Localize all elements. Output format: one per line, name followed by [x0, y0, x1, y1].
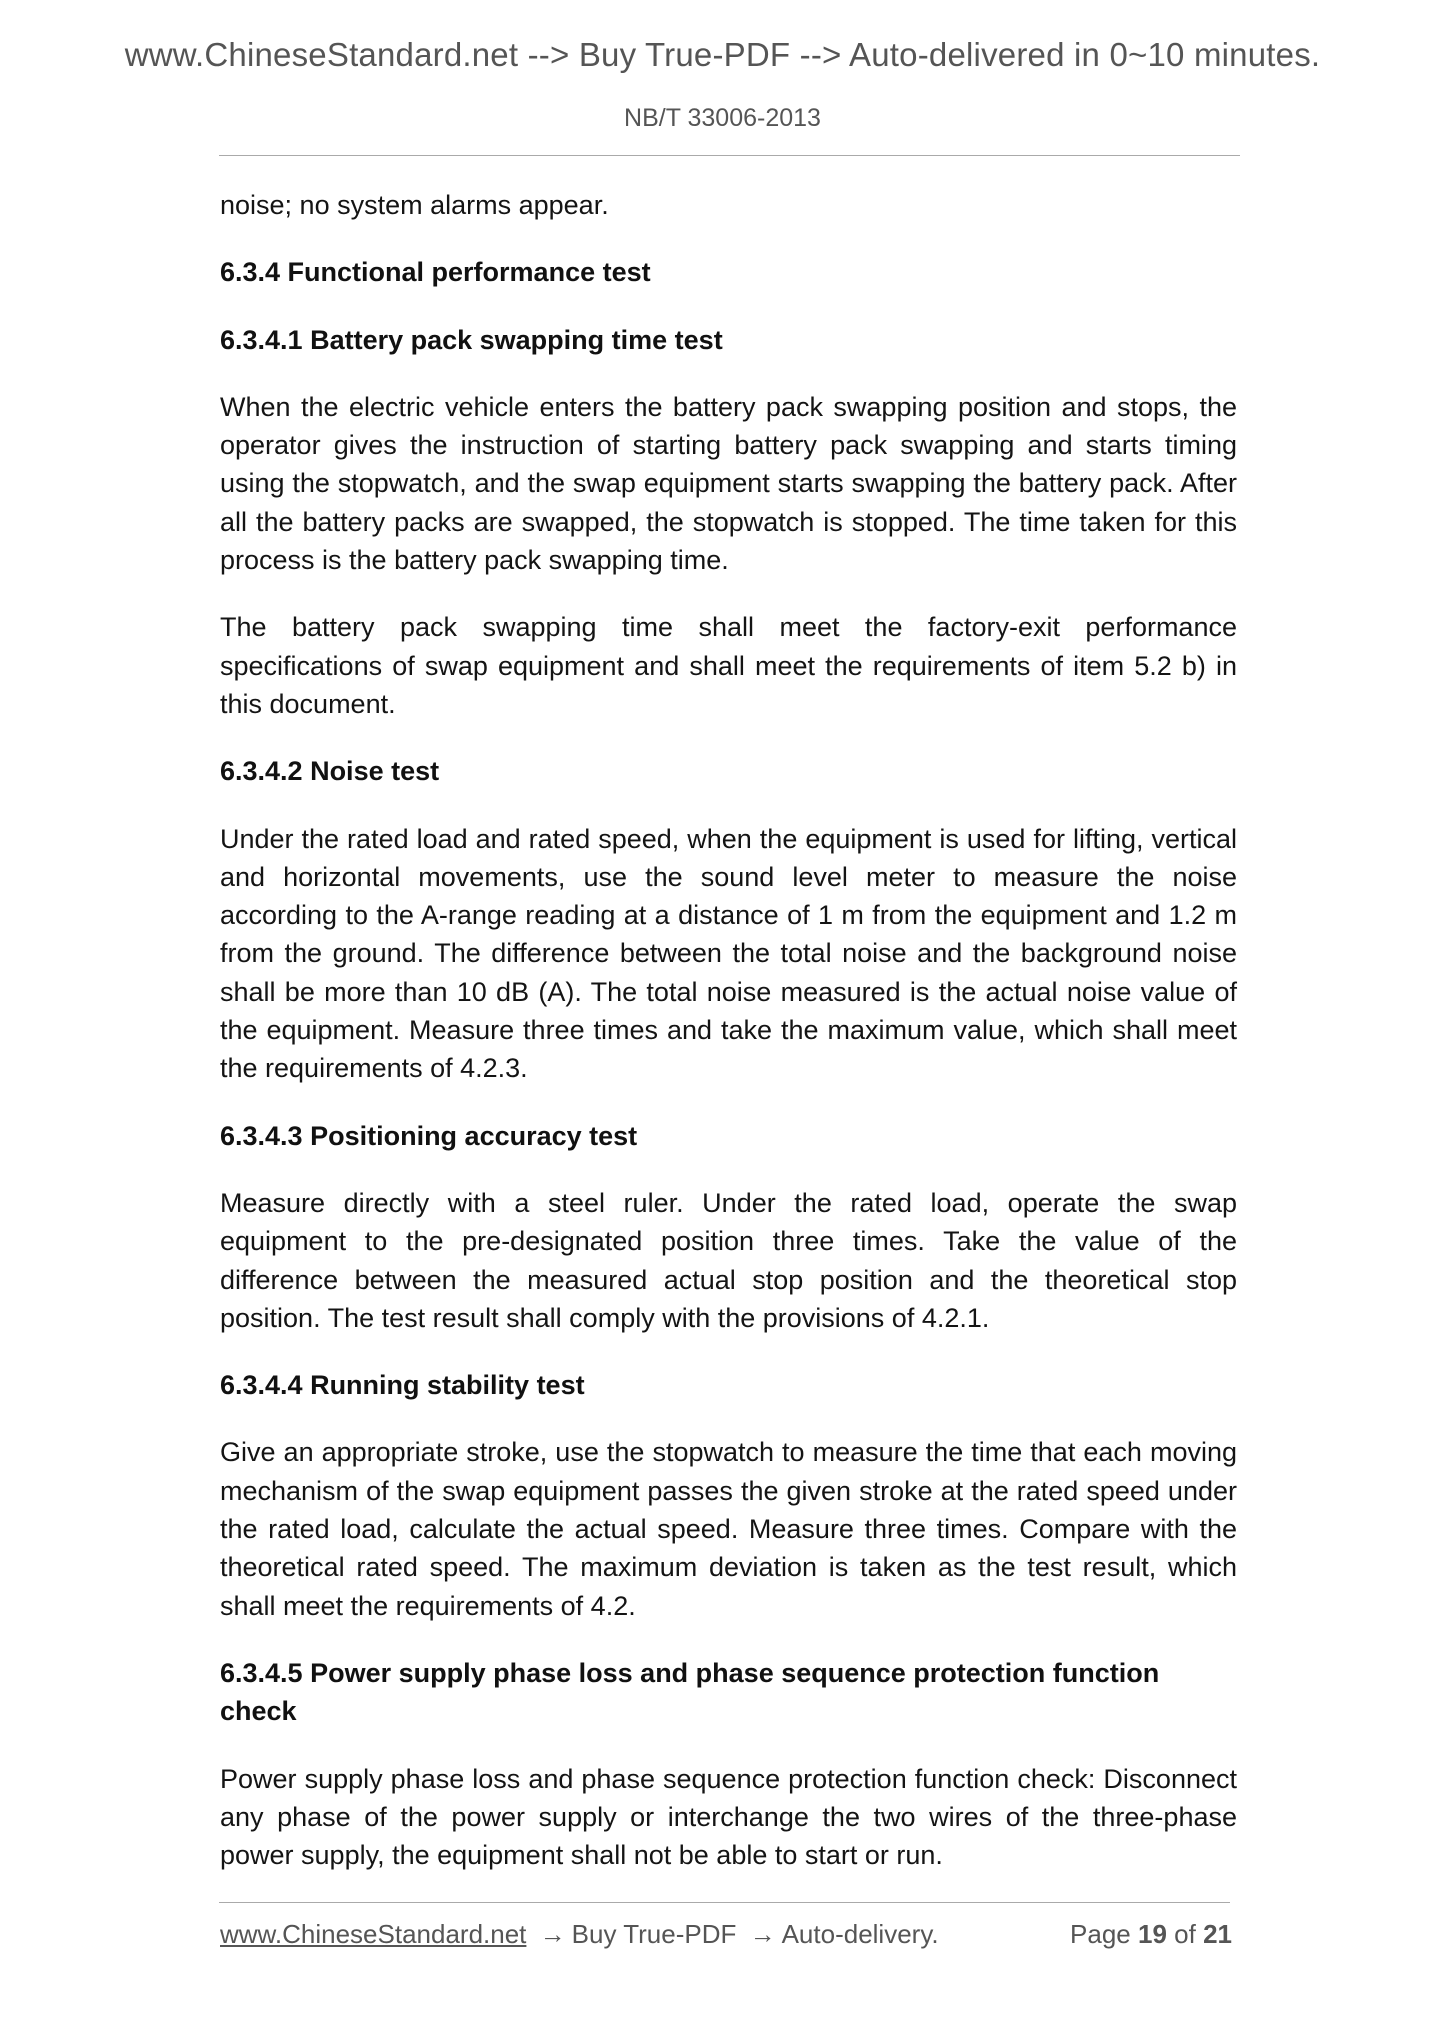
footer-site-link[interactable]: www.ChineseStandard.net [220, 1919, 527, 1949]
top-banner: www.ChineseStandard.net --> Buy True-PDF --> Auto-delivered in 0~10 minutes. [124, 36, 1321, 73]
heading-6-3-4-4: 6.3.4.4 Running stability test [220, 1370, 585, 1401]
heading-6-3-4: 6.3.4 Functional performance test [220, 257, 651, 288]
paragraph-6-3-4-4: Give an appropriate stroke, use the stopwatch to measure the time that each moving mechanism of the swap equipment passes the given stroke at the rated speed under the rated load, calculate the actual speed. Measure three times. Compare with the theoretical rated speed. The maximum deviation is taken as the test result, which shall meet the requirements of 4.2. [220, 1437, 1237, 1621]
heading-6-3-4-5: 6.3.4.5 Power supply phase loss and phase sequence protection function check [220, 1657, 1160, 1727]
document-code: NB/T 33006-2013 [624, 104, 821, 132]
footer-delivery-text: Auto-delivery. [781, 1919, 939, 1949]
paragraph-6-3-4-1-b: The battery pack swapping time shall meet the factory-exit performance specifications of swap equipment and shall meet the requirements of item 5.2 b) in this document. [220, 612, 1237, 719]
of-label: of [1174, 1919, 1196, 1949]
current-page: 19 [1138, 1919, 1167, 1949]
arrow-right-icon: → [749, 1919, 776, 1949]
heading-6-3-4-2: 6.3.4.2 Noise test [220, 756, 440, 787]
page-number [1070, 1919, 1232, 1950]
arrow-right-icon: → [539, 1919, 566, 1949]
heading-6-3-4-3: 6.3.4.3 Positioning accuracy test [220, 1120, 638, 1151]
footer-links [220, 1919, 939, 1950]
footer-divider [219, 1902, 1230, 1903]
total-pages: 21 [1203, 1919, 1232, 1949]
paragraph-6-3-4-1-a: When the electric vehicle enters the battery pack swapping position and stops, the operator gives the instruction of starting battery pack swapping and starts timing using the stopwatch, and the swap equipment starts swapping the battery pack. After all the battery packs are swapped, the stopwatch is stopped. The time taken for this process is the battery pack swapping time. [220, 391, 1237, 576]
page-body [220, 186, 1237, 1903]
heading-6-3-4-1: 6.3.4.1 Battery pack swapping time test [220, 324, 723, 355]
paragraph-6-3-4-2: Under the rated load and rated speed, when the equipment is used for lifting, vertical and horizontal movements, use the sound level meter to measure the noise according to the A-range reading at a distance of 1 m from the equipment and 1.2 m from the ground. The difference between the total noise and the background noise shall be more than 10 dB (A). The total noise measured is the actual noise value of the equipment. Measure three times and take the maximum value, which shall meet the requirements of 4.2.3. [220, 823, 1237, 1084]
continued-paragraph: noise; no system alarms appear. [220, 190, 609, 220]
page-label: Page [1070, 1919, 1131, 1949]
header-divider [219, 155, 1240, 156]
footer-buy-text: Buy True-PDF [571, 1919, 737, 1949]
paragraph-6-3-4-5: Power supply phase loss and phase sequence protection function check: Disconnect any phase of the power supply or interchange the two wires of the three-phase power supply, the equipment shall not be able to start or run. [220, 1763, 1237, 1871]
paragraph-6-3-4-3: Measure directly with a steel ruler. Under the rated load, operate the swap equipment to the pre-designated position three times. Take the value of the difference between the measured actual stop position and the theoretical stop position. The test result shall comply with the provisions of 4.2.1. [220, 1187, 1237, 1333]
page-footer [220, 1919, 1232, 1950]
